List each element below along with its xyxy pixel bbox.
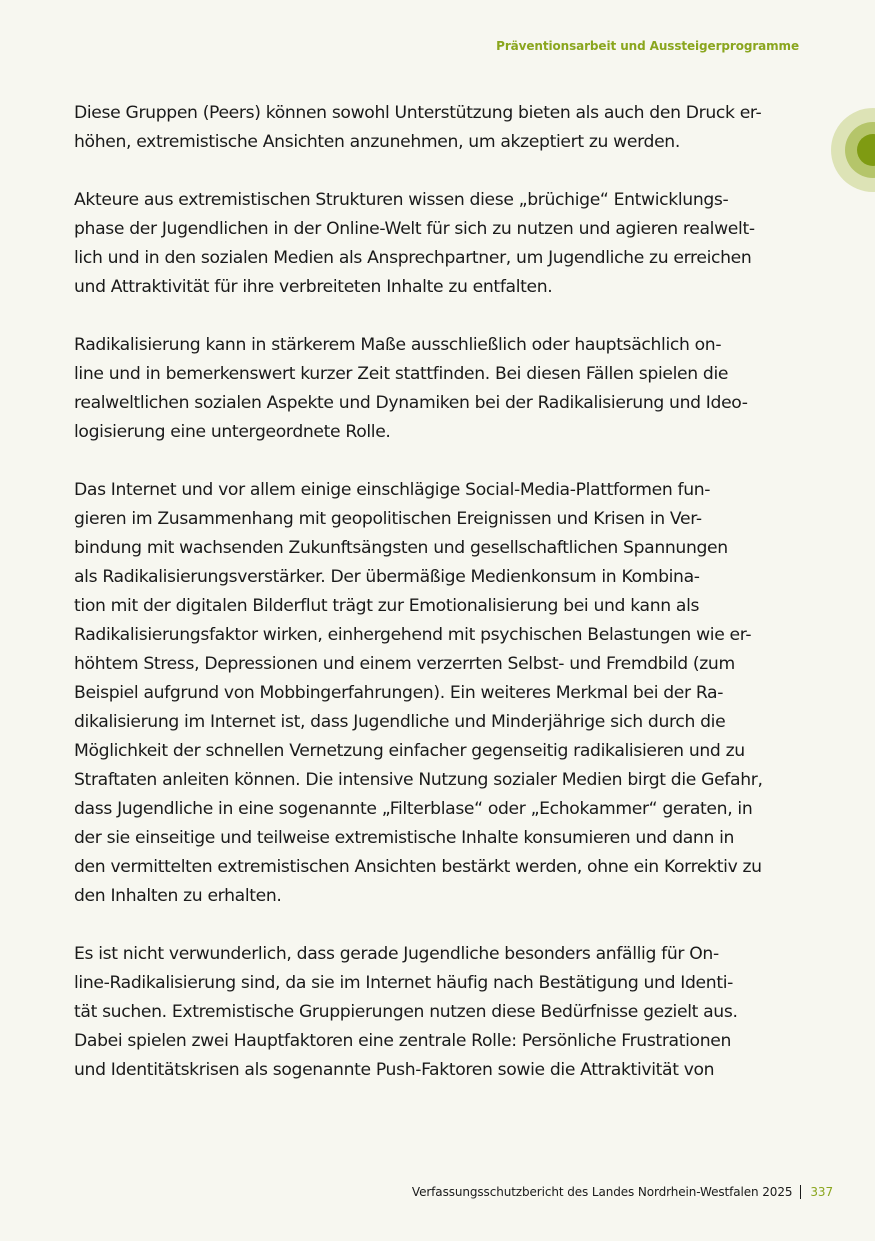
text-line: Diese Gruppen (Peers) können sowohl Unterstützung bieten als auch den Druck er- xyxy=(74,103,762,123)
running-header: Präventionsarbeit und Aussteigerprogramme xyxy=(496,39,799,53)
paragraph xyxy=(74,940,800,1085)
text-line: höhtem Stress, Depressionen und einem verzerrten Selbst- und Fremdbild (zum xyxy=(74,654,735,674)
text-line: Straftaten anleiten können. Die intensive Nutzung sozialer Medien birgt die Gefahr, xyxy=(74,770,763,790)
text-line: gieren im Zusammenhang mit geopolitischen Ereignissen und Krisen in Ver- xyxy=(74,509,702,529)
text-line: Möglichkeit der schnellen Vernetzung einfacher gegenseitig radikalisieren und zu xyxy=(74,741,745,761)
body-text xyxy=(74,99,800,1114)
text-line: höhen, extremistische Ansichten anzunehmen, um akzeptiert zu werden. xyxy=(74,132,680,152)
text-line: und Identitätskrisen als sogenannte Push-Faktoren sowie die Attraktivität von xyxy=(74,1060,715,1080)
text-line: line und in bemerkenswert kurzer Zeit stattfinden. Bei diesen Fällen spielen die xyxy=(74,364,729,384)
paragraph xyxy=(74,99,800,157)
text-line: den Inhalten zu erhalten. xyxy=(74,886,282,906)
text-line: dikalisierung im Internet ist, dass Jugendliche und Minderjährige sich durch die xyxy=(74,712,726,732)
publication-title: Verfassungsschutzbericht des Landes Nordrhein-Westfalen 2025 xyxy=(411,1185,793,1199)
text-line: lich und in den sozialen Medien als Ansprechpartner, um Jugendliche zu erreichen xyxy=(74,248,752,268)
page-number: 337 xyxy=(810,1185,833,1199)
text-line: der sie einseitige und teilweise extremistische Inhalte konsumieren und dann in xyxy=(74,828,735,848)
text-line: line-Radikalisierung sind, da sie im Internet häufig nach Bestätigung und Identi- xyxy=(74,973,733,993)
text-line: Akteure aus extremistischen Strukturen wissen diese „brüchige“ Entwicklungs- xyxy=(74,190,729,210)
text-line: phase der Jugendlichen in der Online-Welt für sich zu nutzen und agieren realwelt- xyxy=(74,219,755,239)
text-line: logisierung eine untergeordnete Rolle. xyxy=(74,422,391,442)
text-line: als Radikalisierungsverstärker. Der übermäßige Medienkonsum in Kombina- xyxy=(74,567,700,587)
text-line: Radikalisierungsfaktor wirken, einhergehend mit psychischen Belastungen wie er- xyxy=(74,625,752,645)
page-footer xyxy=(412,1185,833,1199)
text-line: Radikalisierung kann in stärkerem Maße ausschließlich oder hauptsächlich on- xyxy=(74,335,722,355)
text-line: tät suchen. Extremistische Gruppierungen nutzen diese Bedürfnisse gezielt aus. xyxy=(74,1002,738,1022)
paragraph xyxy=(74,331,800,447)
text-line: dass Jugendliche in eine sogenannte „Filterblase“ oder „Echokammer“ geraten, in xyxy=(74,799,753,819)
text-line: den vermittelten extremistischen Ansichten bestärkt werden, ohne ein Korrektiv zu xyxy=(74,857,762,877)
footer-divider xyxy=(800,1185,801,1199)
text-line: tion mit der digitalen Bilderflut trägt zur Emotionalisierung bei und kann als xyxy=(74,596,700,616)
text-line: Es ist nicht verwunderlich, dass gerade Jugendliche besonders anfällig für On- xyxy=(74,944,719,964)
paragraph xyxy=(74,476,800,911)
text-line: realweltlichen sozialen Aspekte und Dynamiken bei der Radikalisierung und Ideo- xyxy=(74,393,748,413)
section-marker-circle xyxy=(831,108,875,192)
text-line: Beispiel aufgrund von Mobbingerfahrungen). Ein weiteres Merkmal bei der Ra- xyxy=(74,683,724,703)
text-line: bindung mit wachsenden Zukunftsängsten und gesellschaftlichen Spannungen xyxy=(74,538,728,558)
paragraph xyxy=(74,186,800,302)
text-line: Das Internet und vor allem einige einschlägige Social-Media-Plattformen fun- xyxy=(74,480,711,500)
text-line: Dabei spielen zwei Hauptfaktoren eine zentrale Rolle: Persönliche Frustrationen xyxy=(74,1031,732,1051)
text-line: und Attraktivität für ihre verbreiteten Inhalte zu entfalten. xyxy=(74,277,553,297)
